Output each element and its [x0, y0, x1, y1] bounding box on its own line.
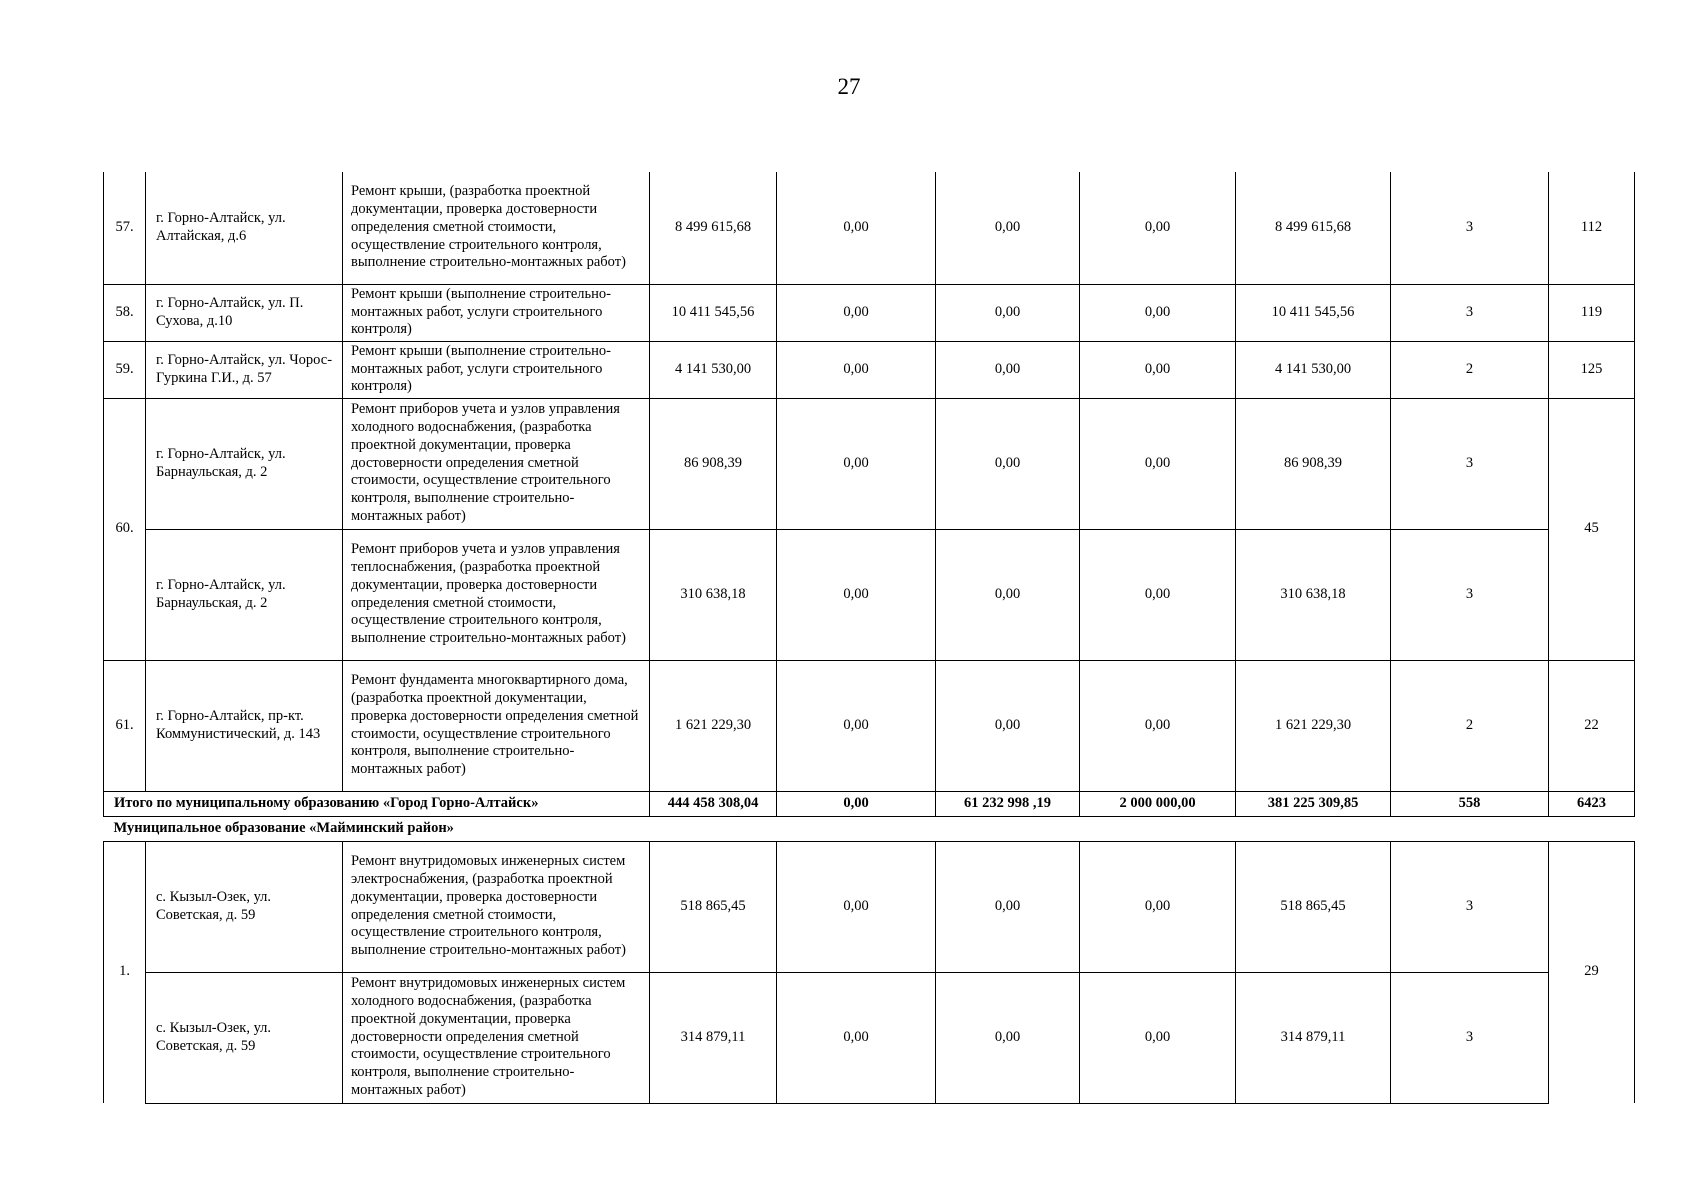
- total-cost-cell: 4 141 530,00: [650, 341, 777, 398]
- address-cell: г. Горно-Алтайск, ул. Барнаульская, д. 2: [146, 529, 343, 660]
- floors-cell: 3: [1391, 398, 1549, 529]
- fund-cost-cell: 0,00: [777, 172, 936, 284]
- address-cell: г. Горно-Алтайск, ул. П. Сухова, д.10: [146, 284, 343, 341]
- address-cell: с. Кызыл-Озек, ул. Советская, д. 59: [146, 841, 343, 972]
- work-type-cell: Ремонт крыши (выполнение строительно-монтажных работ, услуги строительного контроля): [343, 284, 650, 341]
- address-cell: г. Горно-Алтайск, ул. Чорос-Гуркина Г.И., д. 57: [146, 341, 343, 398]
- owners-funds-cell: 518 865,45: [1236, 841, 1391, 972]
- subtotal-floors: 558: [1391, 791, 1549, 816]
- republic-budget-cell: 0,00: [936, 172, 1080, 284]
- work-type-cell: Ремонт внутридомовых инженерных систем электроснабжения, (разработка проектной документации, проверка достоверности определения сметной стоимости, осуществление строительного контроля, выполнение строительно-монтажных работ): [343, 841, 650, 972]
- total-cost-cell: 10 411 545,56: [650, 284, 777, 341]
- republic-budget-cell: 0,00: [936, 284, 1080, 341]
- fund-cost-cell: 0,00: [777, 841, 936, 972]
- republic-budget-cell: 0,00: [936, 972, 1080, 1103]
- subtotal-count: 6423: [1549, 791, 1635, 816]
- subtotal-owners: 381 225 309,85: [1236, 791, 1391, 816]
- row-number: 61.: [104, 660, 146, 791]
- table-row: [104, 172, 1635, 284]
- count-cell: 112: [1549, 172, 1635, 284]
- address-cell: г. Горно-Алтайск, ул. Барнаульская, д. 2: [146, 398, 343, 529]
- republic-budget-cell: 0,00: [936, 341, 1080, 398]
- subtotal-row: [104, 791, 1635, 816]
- subtotal-fund: 0,00: [777, 791, 936, 816]
- local-budget-cell: 0,00: [1080, 172, 1236, 284]
- local-budget-cell: 0,00: [1080, 841, 1236, 972]
- owners-funds-cell: 86 908,39: [1236, 398, 1391, 529]
- floors-cell: 3: [1391, 529, 1549, 660]
- local-budget-cell: 0,00: [1080, 284, 1236, 341]
- page-number: 27: [837, 74, 861, 99]
- section-title: Муниципальное образование «Майминский район»: [104, 816, 1635, 841]
- work-type-cell: Ремонт фундамента многоквартирного дома, (разработка проектной документации, проверка достоверности определения сметной стоимости, осуществление строительного контроля, выполнение строительно-монтажных работ): [343, 660, 650, 791]
- table-row: [104, 398, 1635, 529]
- owners-funds-cell: 314 879,11: [1236, 972, 1391, 1103]
- total-cost-cell: 518 865,45: [650, 841, 777, 972]
- row-number: 58.: [104, 284, 146, 341]
- owners-funds-cell: 4 141 530,00: [1236, 341, 1391, 398]
- total-cost-cell: 1 621 229,30: [650, 660, 777, 791]
- fund-cost-cell: 0,00: [777, 341, 936, 398]
- row-number: 60.: [104, 398, 146, 660]
- capital-repair-table: [103, 172, 1635, 1104]
- floors-cell: 3: [1391, 284, 1549, 341]
- table-row: [104, 284, 1635, 341]
- table-row: [104, 341, 1635, 398]
- table-row: [104, 972, 1635, 1103]
- local-budget-cell: 0,00: [1080, 529, 1236, 660]
- total-cost-cell: 314 879,11: [650, 972, 777, 1103]
- row-number: 57.: [104, 172, 146, 284]
- floors-cell: 3: [1391, 972, 1549, 1103]
- count-cell: 119: [1549, 284, 1635, 341]
- subtotal-label: Итого по муниципальному образованию «Город Горно-Алтайск»: [104, 791, 650, 816]
- republic-budget-cell: 0,00: [936, 398, 1080, 529]
- local-budget-cell: 0,00: [1080, 660, 1236, 791]
- subtotal-total: 444 458 308,04: [650, 791, 777, 816]
- republic-budget-cell: 0,00: [936, 841, 1080, 972]
- work-type-cell: Ремонт внутридомовых инженерных систем холодного водоснабжения, (разработка проектной документации, проверка достоверности определения сметной стоимости, осуществление строительного контроля, выполнение строительно-монтажных работ): [343, 972, 650, 1103]
- count-cell: 125: [1549, 341, 1635, 398]
- section-header-row: [104, 816, 1635, 841]
- total-cost-cell: 310 638,18: [650, 529, 777, 660]
- owners-funds-cell: 1 621 229,30: [1236, 660, 1391, 791]
- local-budget-cell: 0,00: [1080, 398, 1236, 529]
- fund-cost-cell: 0,00: [777, 660, 936, 791]
- floors-cell: 2: [1391, 660, 1549, 791]
- local-budget-cell: 0,00: [1080, 972, 1236, 1103]
- fund-cost-cell: 0,00: [777, 529, 936, 660]
- work-type-cell: Ремонт крыши (выполнение строительно-монтажных работ, услуги строительного контроля): [343, 341, 650, 398]
- fund-cost-cell: 0,00: [777, 284, 936, 341]
- republic-budget-cell: 0,00: [936, 660, 1080, 791]
- subtotal-republic: 61 232 998 ,19: [936, 791, 1080, 816]
- fund-cost-cell: 0,00: [777, 398, 936, 529]
- owners-funds-cell: 8 499 615,68: [1236, 172, 1391, 284]
- count-cell: 22: [1549, 660, 1635, 791]
- table-row: [104, 529, 1635, 660]
- owners-funds-cell: 310 638,18: [1236, 529, 1391, 660]
- table-row: [104, 841, 1635, 972]
- work-type-cell: Ремонт приборов учета и узлов управления теплоснабжения, (разработка проектной документации, проверка достоверности определения сметной стоимости, осуществление строительного контроля, выполнение строительно-монтажных работ): [343, 529, 650, 660]
- total-cost-cell: 8 499 615,68: [650, 172, 777, 284]
- address-cell: г. Горно-Алтайск, пр-кт. Коммунистический, д. 143: [146, 660, 343, 791]
- address-cell: г. Горно-Алтайск, ул. Алтайская, д.6: [146, 172, 343, 284]
- owners-funds-cell: 10 411 545,56: [1236, 284, 1391, 341]
- row-number: 1.: [104, 841, 146, 1103]
- table-row: [104, 660, 1635, 791]
- floors-cell: 3: [1391, 841, 1549, 972]
- total-cost-cell: 86 908,39: [650, 398, 777, 529]
- subtotal-local: 2 000 000,00: [1080, 791, 1236, 816]
- fund-cost-cell: 0,00: [777, 972, 936, 1103]
- republic-budget-cell: 0,00: [936, 529, 1080, 660]
- work-type-cell: Ремонт крыши, (разработка проектной документации, проверка достоверности определения сметной стоимости, осуществление строительного контроля, выполнение строительно-монтажных работ): [343, 172, 650, 284]
- work-type-cell: Ремонт приборов учета и узлов управления холодного водоснабжения, (разработка проектной документации, проверка достоверности определения сметной стоимости, осуществление строительного контроля, выполнение строительно-монтажных работ): [343, 398, 650, 529]
- count-cell: 29: [1549, 841, 1635, 1103]
- row-number: 59.: [104, 341, 146, 398]
- count-cell: 45: [1549, 398, 1635, 660]
- floors-cell: 2: [1391, 341, 1549, 398]
- address-cell: с. Кызыл-Озек, ул. Советская, д. 59: [146, 972, 343, 1103]
- floors-cell: 3: [1391, 172, 1549, 284]
- local-budget-cell: 0,00: [1080, 341, 1236, 398]
